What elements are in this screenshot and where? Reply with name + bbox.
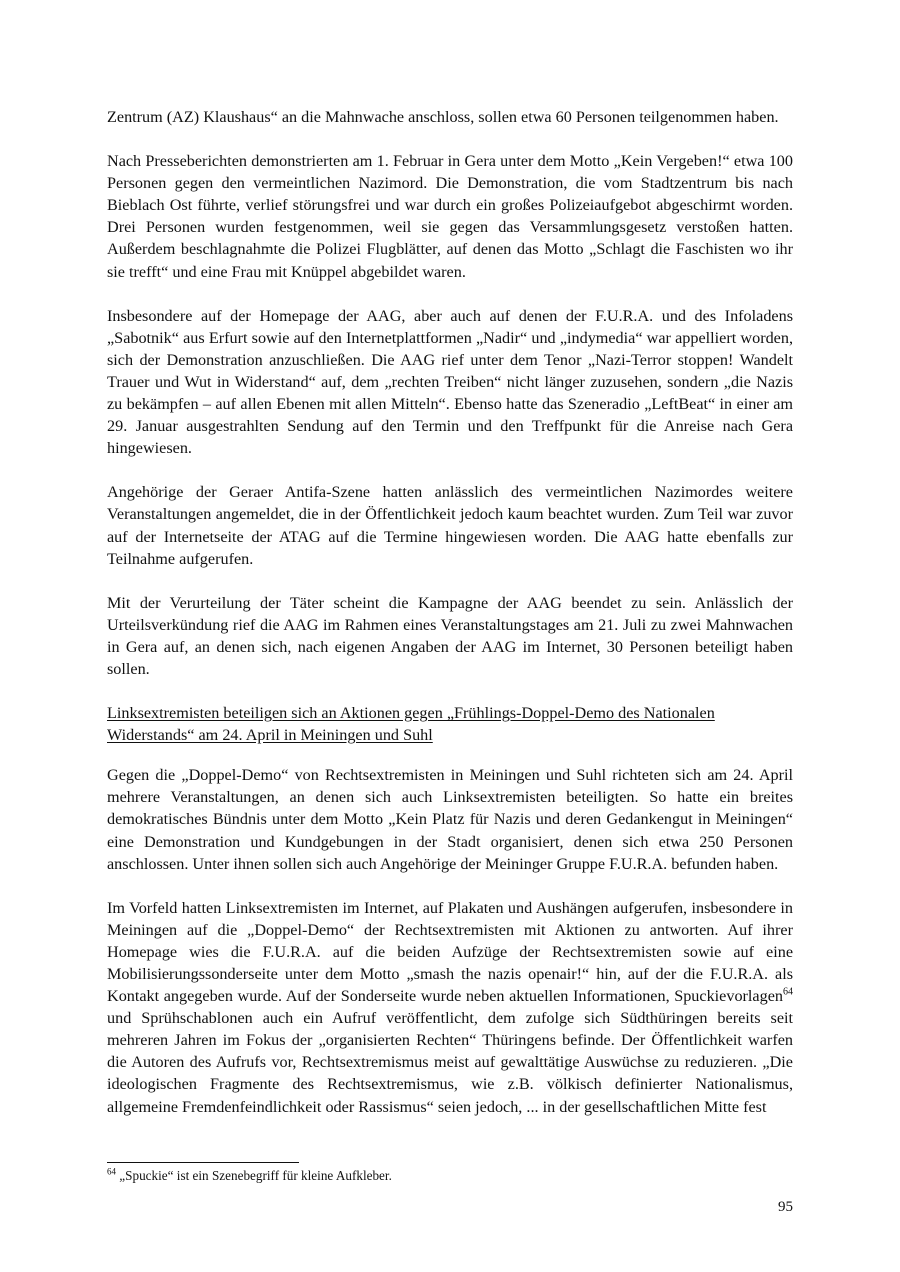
footnote-text: „Spuckie“ ist ein Szenebegriff für kleine Aufkleber. xyxy=(116,1168,392,1183)
footnote-number: 64 xyxy=(107,1166,116,1177)
paragraph-7-part-1: Im Vorfeld hatten Linksextremisten im Internet, auf Plakaten und Aushängen aufgerufen, insbesondere in Meiningen auf die „Doppel-Demo“ der Rechtsextremisten mit Aktionen zu antworten. Auf ihrer Homepage wies die F.U.R.A. auf die beiden Aufzüge der Rechtsextremisten sowie auf eine Mobilisierungssonderseite unter dem Motto „smash the nazis openair!“ hin, auf der die F.U.R.A. als Kontakt angegeben wurde. Auf der Sonderseite wurde neben aktuellen Informationen, Spuckievorlagen xyxy=(107,898,793,1006)
body-text xyxy=(107,106,793,1140)
paragraph-4: Angehörige der Geraer Antifa-Szene hatten anlässlich des vermeintlichen Nazimordes weitere Veranstaltungen angemeldet, die in der Öffentlichkeit jedoch kaum beachtet wurden. Zum Teil war zuvor auf der Internetseite der ATAG auf die Termine hingewiesen worden. Die AAG hatte ebenfalls zur Teilnahme aufgerufen. xyxy=(107,483,793,568)
paragraph-5: Mit der Verurteilung der Täter scheint die Kampagne der AAG beendet zu sein. Anlässlich der Urteilsverkündung rief die AAG im Rahmen eines Veranstaltungstages am 21. Juli zu zwei Mahnwachen in Gera auf, an denen sich, nach eigenen Angaben der AAG im Internet, 30 Personen beteiligt haben sollen. xyxy=(107,593,793,678)
paragraph-7-part-2: und Sprühschablonen auch ein Aufruf veröffentlicht, dem zufolge sich Südthüringen bereits seit mehreren Jahren im Fokus der „organisierten Rechten“ Thüringens befinde. Der Öffentlichkeit warfen die Autoren des Aufrufs vor, Rechtsextremismus meist auf gewalttätige Auswüchse zu reduzieren. „Die ideologischen Fragmente des Rechtsextremismus, wie z.B. völkisch definierter Nationalismus, allgemeine Fremdenfeindlichkeit oder Rassismus“ seien jedoch, ... in der gesellschaftlichen Mitte fest xyxy=(107,1009,793,1116)
page-number: 95 xyxy=(778,1199,793,1215)
footnote-reference[interactable]: 64 xyxy=(783,986,793,998)
paragraph-3: Insbesondere auf der Homepage der AAG, aber auch auf denen der F.U.R.A. und des Infoladens „Sabotnik“ aus Erfurt sowie auf den Internetplattformen „Nadir“ und „indymedia“ war appelliert worden, sich der Demonstration anzuschließen. Die AAG rief unter dem Tenor „Nazi-Terror stoppen! Wandelt Trauer und Wut in Widerstand“ auf, dem „rechten Treiben“ nicht länger zuzusehen, sondern „die Nazis zu bekämpfen – auf allen Ebenen mit allen Mitteln“. Ebenso hatte das Szeneradio „LeftBeat“ in einer am 29. Januar ausgestrahlten Sendung auf den Termin und den Treffpunkt für die Anreise nach Gera hingewiesen. xyxy=(107,306,793,458)
footnote xyxy=(107,1167,793,1184)
paragraph-1: Zentrum (AZ) Klaushaus“ an die Mahnwache anschloss, sollen etwa 60 Personen teilgenommen haben. xyxy=(107,108,779,126)
paragraph-7 xyxy=(107,897,793,1118)
paragraph-2: Nach Presseberichten demonstrierten am 1. Februar in Gera unter dem Motto „Kein Vergeben!“ etwa 100 Personen gegen den vermeintlichen Nazimord. Die Demonstration, die vom Stadtzentrum bis nach Bieblach Ost führte, verlief störungsfrei und war durch ein großes Polizeiaufgebot abgeschirmt worden. Drei Personen wurden festgenommen, weil sie gegen das Versammlungsgesetz verstoßen hatten. Außerdem beschlagnahmte die Polizei Flugblätter, auf denen das Motto „Schlagt die Faschisten wo ihr sie trefft“ und eine Frau mit Knüppel abgebildet waren. xyxy=(107,152,793,281)
footnote-separator xyxy=(107,1162,299,1163)
paragraph-6: Gegen die „Doppel-Demo“ von Rechtsextremisten in Meiningen und Suhl richteten sich am 24. April mehrere Veranstaltungen, an denen sich auch Linksextremisten beteiligten. So hatte ein breites demokratisches Bündnis unter dem Motto „Kein Platz für Nazis und deren Gedankengut in Meiningen“ eine Demonstration und Kundgebungen in der Stadt organisiert, denen sich etwa 250 Personen anschlossen. Unter ihnen sollen sich auch Angehörige der Meininger Gruppe F.U.R.A. befunden haben. xyxy=(107,766,793,873)
section-heading: Linksextremisten beteiligen sich an Aktionen gegen „Frühlings-Doppel-Demo des Nationalen Widerstands“ am 24. April in Meiningen und Suhl xyxy=(107,704,715,745)
